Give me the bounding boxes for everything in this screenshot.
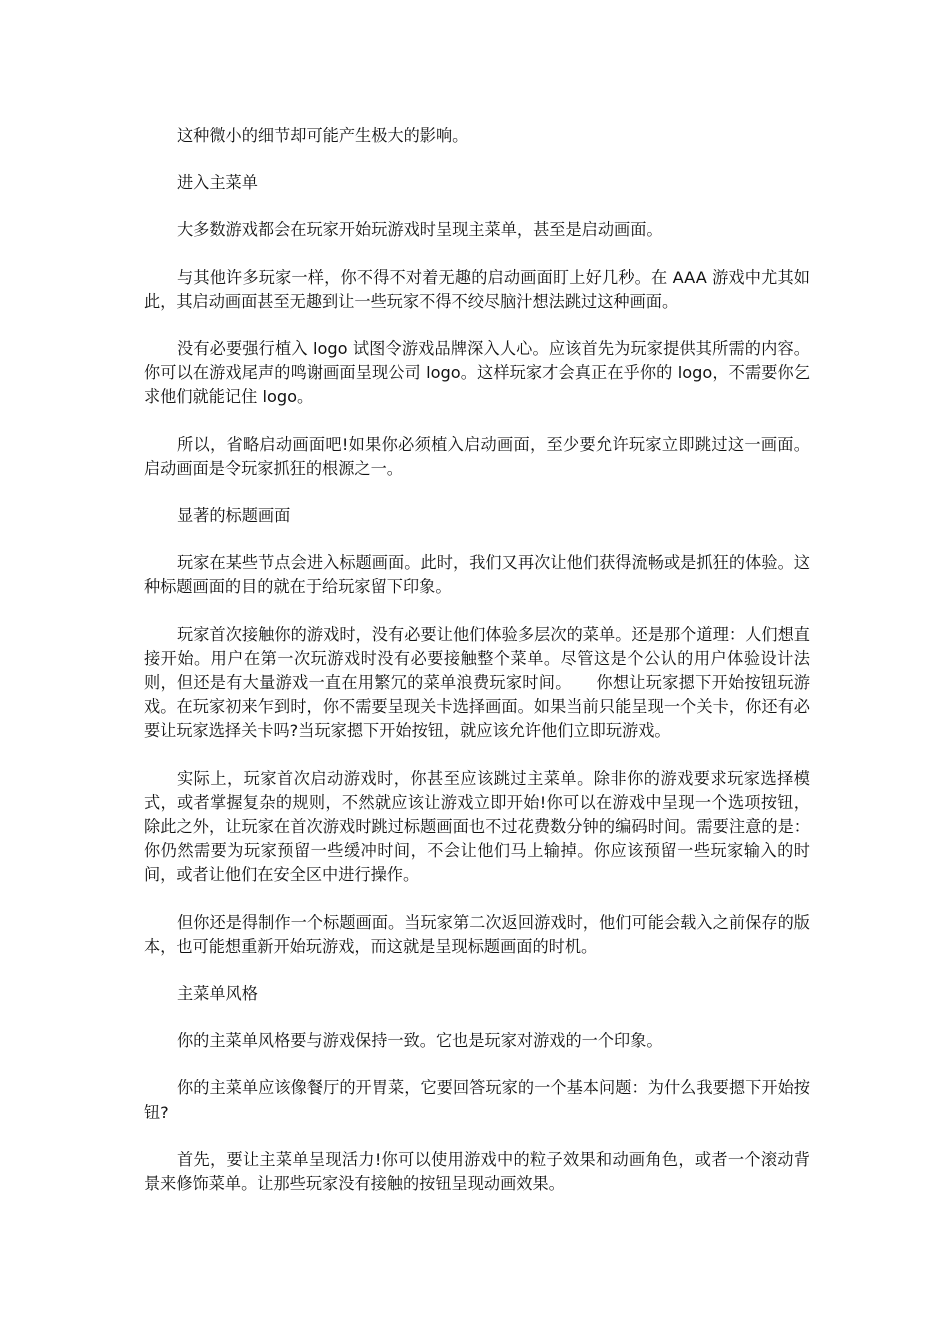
paragraph: 但你还是得制作一个标题画面。当玩家第二次返回游戏时，他们可能会载入之前保存的版本，也可能想重新开始玩游戏，而这就是呈现标题画面的时机。 — [144, 912, 810, 956]
paragraph: 你的主菜单风格要与游戏保持一致。它也是玩家对游戏的一个印象。 — [177, 1031, 663, 1051]
paragraph: 首先，要让主菜单呈现活力!你可以使用游戏中的粒子效果和动画角色，或者一个滚动背景来修饰菜单。让那些玩家没有接触的按钮呈现动画效果。 — [144, 1149, 810, 1194]
paragraph: 玩家首次接触你的游戏时，没有必要让他们体验多层次的菜单。还是那个道理：人们想直接开始。用户在第一次玩游戏时没有必要接触整个菜单。尽管这是个公认的用户体验设计法则，但还是有大量游戏一直在用繁冗的菜单浪费玩家时间。 你想让玩家摁下开始按钮玩游戏。在玩家初来乍到时，你不需要呈现关卡选择画面。如果当前只能呈现一个关卡，你还有必要让玩家选择关卡吗?当玩家摁下开始按钮，就应该允许他们立即玩游戏。 — [144, 624, 810, 741]
paragraph: 与其他许多玩家一样，你不得不对着无趣的启动画面盯上好几秒。在 AAA 游戏中尤其如此，其启动画面甚至无趣到让一些玩家不得不绞尽脑汁想法跳过这种画面。 — [144, 267, 810, 311]
paragraph: 玩家在某些节点会进入标题画面。此时，我们又再次让他们获得流畅或是抓狂的体验。这种标题画面的目的就在于给玩家留下印象。 — [144, 553, 810, 597]
section-heading: 主菜单风格 — [177, 984, 258, 1004]
document-body — [144, 124, 810, 1219]
paragraph: 没有必要强行植入 logo 试图令游戏品牌深入人心。应该首先为玩家提供其所需的内容。你可以在游戏尾声的鸣谢画面呈现公司 logo。这样玩家才会真正在乎你的 logo，不需要你乞求他们就能记住 logo。 — [144, 339, 810, 407]
paragraph: 你的主菜单应该像餐厅的开胃菜，它要回答玩家的一个基本问题：为什么我要摁下开始按钮? — [144, 1078, 810, 1122]
paragraph: 这种微小的细节却可能产生极大的影响。 — [177, 126, 469, 145]
paragraph: 实际上，玩家首次启动游戏时，你甚至应该跳过主菜单。除非你的游戏要求玩家选择模式，或者掌握复杂的规则，不然就应该让游戏立即开始!你可以在游戏中呈现一个选项按钮，除此之外，让玩家在首次游戏时跳过标题画面也不过花费数分钟的编码时间。需要注意的是：你仍然需要为玩家预留一些缓冲时间，不会让他们马上输掉。你应该预留一些玩家输入的时间，或者让他们在安全区中进行操作。 — [144, 768, 810, 885]
section-heading: 显著的标题画面 — [177, 506, 291, 526]
paragraph: 大多数游戏都会在玩家开始玩游戏时呈现主菜单，甚至是启动画面。 — [177, 220, 663, 240]
paragraph: 所以，省略启动画面吧!如果你必须植入启动画面，至少要允许玩家立即跳过这一画面。启动画面是令玩家抓狂的根源之一。 — [144, 434, 810, 478]
section-heading: 进入主菜单 — [177, 173, 258, 193]
